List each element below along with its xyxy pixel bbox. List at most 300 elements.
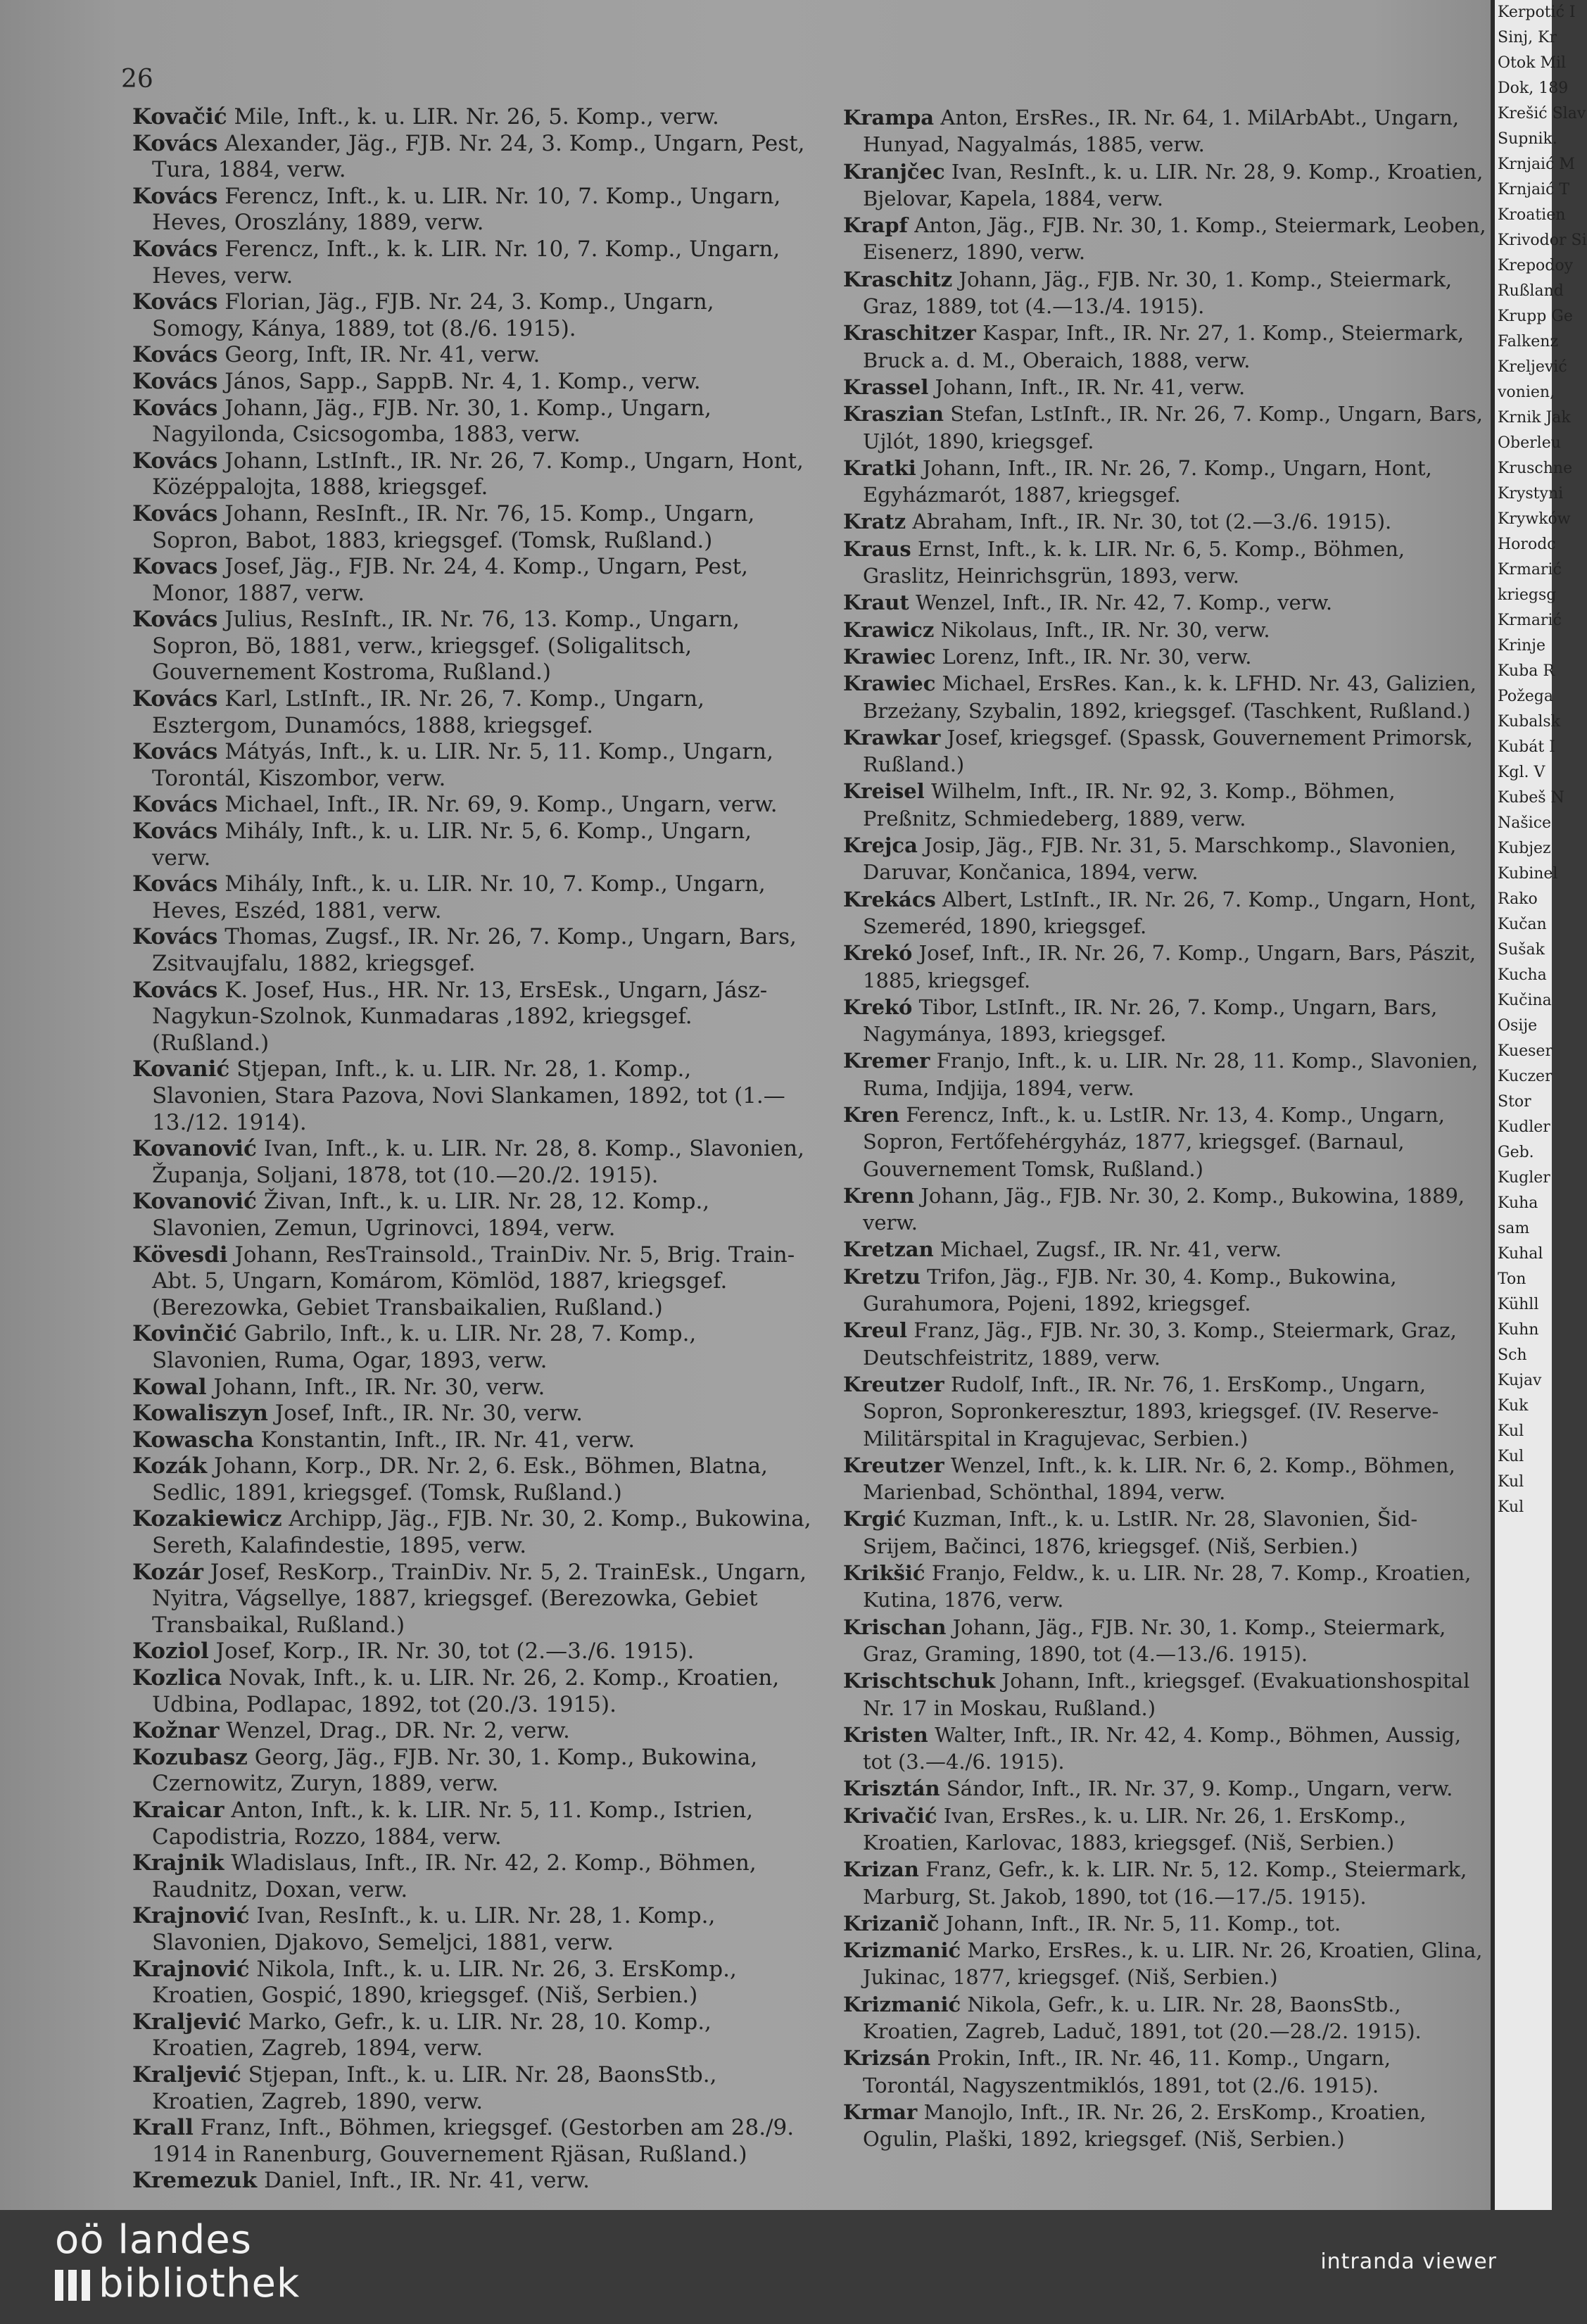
entry-details: Daniel, Inft., IR. Nr. 41, verw. bbox=[264, 2168, 590, 2194]
edge-text-fragment: Krywków bbox=[1498, 510, 1571, 528]
list-entry bbox=[132, 1745, 811, 1798]
entry-details: Marko, Gefr., k. u. LIR. Nr. 28, 10. Komp., Kroatien, Zagreb, 1894, verw. bbox=[152, 2009, 712, 2061]
entry-details: Franz, Jäg., FJB. Nr. 30, 3. Komp., Steiermark, Graz, Deutschfeistritz, 1889, verw. bbox=[863, 1318, 1457, 1370]
entry-surname: Krizmanić bbox=[843, 1938, 961, 1963]
entry-surname: Kovács bbox=[132, 686, 218, 712]
list-entry bbox=[132, 1560, 811, 1639]
entry-details: Thomas, Zugsf., IR. Nr. 26, 7. Komp., Ungarn, Bars, Zsitvaujfalu, 1882, kriegsgef. bbox=[152, 924, 797, 976]
entry-surname: Krivačić bbox=[843, 1803, 937, 1828]
edge-text-fragment: Kuczer bbox=[1498, 1068, 1553, 1085]
entry-surname: Krekó bbox=[843, 994, 913, 1019]
entry-surname: Kozák bbox=[132, 1453, 208, 1479]
entry-details: Johann, ResTrainsold., TrainDiv. Nr. 5, Brig. Train-Abt. 5, Ungarn, Komárom, Kömlöd, 1887, kriegsgef. (Berezowka, Gebiet Transbaikalien, Rußland.) bbox=[152, 1242, 795, 1320]
entry-surname: Kovács bbox=[132, 871, 218, 897]
entry-details: Kuzman, Inft., k. u. LstIR. Nr. 28, Slavonien, Šid-Srijem, Bačinci, 1876, kriegsgef. (Niš, Serbien.) bbox=[863, 1507, 1418, 1558]
entry-details: Franz, Gefr., k. k. LIR. Nr. 5, 12. Komp., Steiermark, Marburg, St. Jakob, 1890, tot (16.—17./5. 1915). bbox=[863, 1857, 1467, 1909]
entry-surname: Krajnović bbox=[132, 1903, 250, 1929]
list-entry bbox=[843, 1910, 1487, 1937]
list-entry bbox=[843, 994, 1487, 1048]
list-entry bbox=[132, 1453, 811, 1506]
edge-text-fragment: Kugler bbox=[1498, 1169, 1550, 1187]
entry-surname: Kratki bbox=[843, 455, 916, 480]
edge-text-fragment: Kul bbox=[1498, 1473, 1524, 1491]
edge-text-fragment: Kerpotić I bbox=[1498, 4, 1576, 21]
entry-surname: Kovács bbox=[132, 500, 218, 526]
list-entry bbox=[132, 1957, 811, 2009]
entry-surname: Kovács bbox=[132, 977, 218, 1003]
entry-surname: Kovanović bbox=[132, 1189, 257, 1215]
entry-surname: Kovinčić bbox=[132, 1321, 237, 1347]
entry-details: Tibor, LstInft., IR. Nr. 26, 7. Komp., Ungarn, Bars, Nagymánya, 1893, kriegsgef. bbox=[863, 994, 1438, 1047]
entry-surname: Kremer bbox=[843, 1049, 930, 1073]
edge-text-fragment: Stor bbox=[1498, 1093, 1531, 1111]
list-entry bbox=[843, 940, 1487, 994]
entry-details: Johann, Inft., IR. Nr. 26, 7. Komp., Ungarn, Hont, Egyházmarót, 1887, kriegsgef. bbox=[863, 455, 1432, 507]
logo-line-1: oö landes bbox=[55, 2217, 252, 2263]
viewer-label: intranda viewer bbox=[1320, 2249, 1497, 2274]
list-entry bbox=[132, 2168, 811, 2194]
edge-text-fragment: Kubát I bbox=[1498, 738, 1555, 756]
left-column bbox=[132, 104, 811, 2194]
entry-details: Georg, Jäg., FJB. Nr. 30, 1. Komp., Bukowina, Czernowitz, Zuryn, 1889, verw. bbox=[152, 1744, 758, 1797]
entry-details: Alexander, Jäg., FJB. Nr. 24, 3. Komp., Ungarn, Pest, Tura, 1884, verw. bbox=[152, 130, 805, 183]
entry-details: Anton, Jäg., FJB. Nr. 30, 1. Komp., Steiermark, Leoben, Eisenerz, 1890, verw. bbox=[863, 213, 1486, 265]
entry-details: Georg, Inft, IR. Nr. 41, verw. bbox=[225, 342, 540, 368]
entry-details: Johann, Jäg., FJB. Nr. 30, 1. Komp., Steiermark, Graz, 1889, tot (4.—13./4. 1915). bbox=[863, 267, 1453, 319]
list-entry bbox=[132, 369, 811, 396]
edge-text-fragment: Geb. bbox=[1498, 1144, 1534, 1161]
list-entry bbox=[843, 1856, 1487, 1910]
entry-surname: Kovács bbox=[132, 792, 218, 818]
edge-text-fragment: Kgl. V bbox=[1498, 764, 1545, 781]
edge-text-fragment: Kreljević bbox=[1498, 358, 1567, 376]
entry-details: Johann, Jäg., FJB. Nr. 30, 1. Komp., Ungarn, Nagyilonda, Csicsogomba, 1883, verw. bbox=[152, 395, 712, 448]
list-entry bbox=[843, 1263, 1487, 1318]
entry-surname: Kowal bbox=[132, 1374, 207, 1400]
entry-surname: Krassel bbox=[843, 374, 929, 399]
entry-details: Mátyás, Inft., k. u. LIR. Nr. 5, 11. Komp., Ungarn, Torontál, Kiszombor, verw. bbox=[152, 739, 773, 791]
edge-text-fragment: Krystyni bbox=[1498, 485, 1564, 503]
list-entry bbox=[843, 1991, 1487, 2045]
edge-text-fragment: Krupp Ge bbox=[1498, 308, 1573, 325]
entry-details: Michael, Zugsf., IR. Nr. 41, verw. bbox=[940, 1237, 1282, 1262]
edge-text-fragment: Kul bbox=[1498, 1448, 1524, 1465]
list-entry bbox=[132, 1401, 811, 1427]
list-entry bbox=[843, 1452, 1487, 1506]
edge-text-fragment: Kuhal bbox=[1498, 1245, 1543, 1263]
edge-text-fragment: Kučan bbox=[1498, 916, 1547, 933]
entry-surname: Krischtschuk bbox=[843, 1669, 996, 1693]
logo-line-2: bibliothek bbox=[99, 2261, 301, 2306]
entry-surname: Kraut bbox=[843, 591, 909, 615]
entry-details: Karl, LstInft., IR. Nr. 26, 7. Komp., Ungarn, Esztergom, Dunamócs, 1888, kriegsgef. bbox=[152, 686, 704, 738]
entry-surname: Kovačić bbox=[132, 104, 227, 130]
entry-details: Anton, ErsRes., IR. Nr. 64, 1. MilArbAbt., Ungarn, Hunyad, Nagyalmás, 1885, verw. bbox=[863, 106, 1460, 157]
edge-text-fragment: Horodc bbox=[1498, 536, 1556, 553]
list-entry bbox=[843, 1802, 1487, 1857]
entry-surname: Kövesdi bbox=[132, 1242, 228, 1268]
list-entry bbox=[843, 832, 1487, 886]
edge-text-fragment: kriegsg bbox=[1498, 586, 1557, 604]
list-entry bbox=[132, 819, 811, 871]
list-entry bbox=[843, 1722, 1487, 1776]
entry-surname: Krall bbox=[132, 2115, 194, 2141]
list-entry bbox=[132, 1375, 811, 1401]
entry-surname: Kovács bbox=[132, 236, 218, 262]
entry-details: Marko, ErsRes., k. u. LIR. Nr. 26, Kroatien, Glina, Jukinac, 1877, kriegsgef. (Niš, Serbien.) bbox=[863, 1938, 1483, 1990]
list-entry bbox=[843, 670, 1487, 724]
list-entry bbox=[843, 1182, 1487, 1237]
edge-text-fragment: Kuba R bbox=[1498, 662, 1555, 680]
edge-text-fragment: Sinj, Kr bbox=[1498, 29, 1557, 46]
edge-text-fragment: Kučina bbox=[1498, 992, 1552, 1009]
entry-details: Mihály, Inft., k. u. LIR. Nr. 10, 7. Komp., Ungarn, Heves, Eszéd, 1881, verw. bbox=[152, 871, 766, 923]
list-entry bbox=[843, 320, 1487, 374]
entry-details: Julius, ResInft., IR. Nr. 76, 13. Komp., Ungarn, Sopron, Bö, 1881, verw., kriegsgef. (Soligalitsch, Gouvernement Kostroma, Rußland.) bbox=[152, 607, 740, 686]
edge-text-fragment: Krinje bbox=[1498, 637, 1545, 655]
edge-text-fragment: Kul bbox=[1498, 1422, 1524, 1440]
entry-details: Michael, Inft., IR. Nr. 69, 9. Komp., Ungarn, verw. bbox=[225, 792, 778, 818]
entry-details: Josef, ResKorp., TrainDiv. Nr. 5, 2. TrainEsk., Ungarn, Nyitra, Vágsellye, 1887, kriegsgef. (Berezowka, Gebiet Transbaikal, Rußland.) bbox=[152, 1559, 807, 1638]
list-entry bbox=[843, 1614, 1487, 1668]
list-entry bbox=[843, 1775, 1487, 1802]
entry-surname: Kraschitzer bbox=[843, 321, 976, 346]
entry-surname: Kreisel bbox=[843, 779, 925, 804]
edge-text-fragment: Otok Mil bbox=[1498, 54, 1567, 72]
entry-details: Johann, Korp., DR. Nr. 2, 6. Esk., Böhmen, Blatna, Sedlic, 1891, kriegsgef. (Tomsk, Rußland.) bbox=[152, 1453, 769, 1505]
entry-details: Walter, Inft., IR. Nr. 42, 4. Komp., Böhmen, Aussig, tot (3.—4./6. 1915). bbox=[863, 1722, 1462, 1774]
list-entry bbox=[132, 131, 811, 184]
list-entry bbox=[843, 374, 1487, 400]
entry-surname: Kovács bbox=[132, 368, 218, 394]
edge-text-fragment: Kuha bbox=[1498, 1194, 1538, 1212]
list-entry bbox=[132, 2115, 811, 2168]
entry-surname: Krejca bbox=[843, 833, 918, 858]
entry-surname: Kretzu bbox=[843, 1264, 921, 1289]
entry-surname: Kowaliszyn bbox=[132, 1401, 268, 1427]
entry-surname: Krajnović bbox=[132, 1956, 250, 1982]
entry-surname: Krapf bbox=[843, 213, 909, 238]
entry-details: Kaspar, Inft., IR. Nr. 27, 1. Komp., Steiermark, Bruck a. d. M., Oberaich, 1888, verw. bbox=[863, 321, 1465, 372]
entry-surname: Kranjčec bbox=[843, 159, 945, 184]
list-entry bbox=[843, 2045, 1487, 2099]
entry-details: Josip, Jäg., FJB. Nr. 31, 5. Marschkomp., Slavonien, Daruvar, Končanica, 1894, verw. bbox=[863, 833, 1457, 885]
entry-details: Rudolf, Inft., IR. Nr. 76, 1. ErsKomp., Ungarn, Sopron, Sopronkeresztur, 1893, kriegsgef. (IV. Reserve-Militärspital in Kragujevac, Serbien.) bbox=[863, 1372, 1439, 1451]
edge-text-fragment: Kuk bbox=[1498, 1397, 1529, 1415]
entry-surname: Krekó bbox=[843, 941, 913, 966]
list-entry bbox=[843, 1236, 1487, 1263]
entry-surname: Krenn bbox=[843, 1183, 915, 1208]
entry-details: Nikolaus, Inft., IR. Nr. 30, verw. bbox=[940, 617, 1270, 642]
list-entry bbox=[132, 236, 811, 289]
edge-text-fragment: Krmarić bbox=[1498, 612, 1562, 629]
entry-surname: Krizmanić bbox=[843, 1992, 961, 2016]
entry-details: K. Josef, Hus., HR. Nr. 13, ErsEsk., Ungarn, Jász-Nagykun-Szolnok, Kunmadaras ,1892, kriegsgef. (Rußland.) bbox=[152, 977, 768, 1056]
edge-text-fragment: Krmarić bbox=[1498, 561, 1562, 579]
entry-details: Mile, Inft., k. u. LIR. Nr. 26, 5. Komp., verw. bbox=[234, 104, 719, 130]
entry-details: Stjepan, Inft., k. u. LIR. Nr. 28, BaonsStb., Kroatien, Zagreb, 1890, verw. bbox=[152, 2061, 717, 2114]
entry-surname: Kreul bbox=[843, 1318, 908, 1343]
entry-surname: Krizan bbox=[843, 1857, 919, 1882]
edge-text-fragment: Kujav bbox=[1498, 1372, 1542, 1389]
entry-details: Ernst, Inft., k. k. LIR. Nr. 6, 5. Komp., Böhmen, Graslitz, Heinrichsgrün, 1893, verw. bbox=[863, 536, 1405, 588]
list-entry bbox=[132, 978, 811, 1057]
list-entry bbox=[132, 1056, 811, 1136]
entry-details: Josef, Jäg., FJB. Nr. 24, 4. Komp., Ungarn, Pest, Monor, 1887, verw. bbox=[152, 554, 748, 606]
edge-text-fragment: Kudler bbox=[1498, 1118, 1550, 1136]
entry-surname: Kovács bbox=[132, 289, 218, 315]
entry-details: Archipp, Jäg., FJB. Nr. 30, 2. Komp., Bukowina, Sereth, Kalafindestie, 1895, verw. bbox=[152, 1506, 811, 1559]
list-entry bbox=[132, 1321, 811, 1374]
entry-surname: Kovács bbox=[132, 819, 218, 845]
entry-surname: Kozár bbox=[132, 1559, 203, 1585]
entry-surname: Krekács bbox=[843, 887, 936, 911]
list-entry bbox=[132, 1427, 811, 1454]
entry-details: Anton, Inft., k. k. LIR. Nr. 5, 11. Komp., Istrien, Capodistria, Rozzo, 1884, verw. bbox=[152, 1798, 754, 1850]
edge-text-fragment: Rußland bbox=[1498, 282, 1564, 300]
entry-surname: Kreutzer bbox=[843, 1453, 944, 1477]
entry-details: Prokin, Inft., IR. Nr. 46, 11. Komp., Ungarn, Torontál, Nagyszentmiklós, 1891, tot (2./6. 1915). bbox=[863, 2046, 1391, 2097]
entry-surname: Krgić bbox=[843, 1507, 906, 1532]
entry-surname: Kovacs bbox=[132, 554, 218, 580]
edge-text-fragment: Sušak bbox=[1498, 941, 1545, 959]
entry-surname: Kristen bbox=[843, 1722, 928, 1747]
edge-text-fragment: Dok, 189 bbox=[1498, 80, 1569, 97]
library-logo bbox=[55, 2218, 300, 2306]
entry-details: János, Sapp., SappB. Nr. 4, 1. Komp., verw. bbox=[225, 368, 701, 394]
entry-surname: Kozubasz bbox=[132, 1744, 248, 1770]
entry-details: Franjo, Inft., k. u. LIR. Nr. 28, 11. Komp., Slavonien, Ruma, Indjija, 1894, verw. bbox=[863, 1049, 1479, 1100]
entry-details: Josef, Inft., IR. Nr. 30, verw. bbox=[274, 1401, 583, 1427]
list-entry bbox=[132, 396, 811, 448]
entry-details: Johann, Inft., IR. Nr. 41, verw. bbox=[935, 374, 1246, 399]
entry-surname: Krikšić bbox=[843, 1561, 925, 1586]
list-entry bbox=[132, 1506, 811, 1559]
list-entry bbox=[843, 266, 1487, 320]
entry-surname: Kovács bbox=[132, 130, 218, 156]
entry-surname: Kožnar bbox=[132, 1718, 220, 1744]
entry-details: Josef, Korp., IR. Nr. 30, tot (2.—3./6. 1915). bbox=[215, 1638, 695, 1665]
entry-surname: Kren bbox=[843, 1102, 900, 1127]
entry-surname: Krizanič bbox=[843, 1911, 940, 1935]
list-entry bbox=[843, 104, 1487, 158]
entry-details: Michael, ErsRes. Kan., k. k. LFHD. Nr. 43, Galizien, Brzeżany, Szybalin, 1892, kriegsgef. (Taschkent, Rußland.) bbox=[863, 671, 1477, 723]
entry-details: Abraham, Inft., IR. Nr. 30, tot (2.—3./6. 1915). bbox=[912, 510, 1392, 534]
list-entry bbox=[132, 448, 811, 501]
list-entry bbox=[132, 1242, 811, 1322]
edge-text-fragment: Krešić Slav bbox=[1498, 105, 1586, 122]
list-entry bbox=[843, 212, 1487, 266]
entry-surname: Koziol bbox=[132, 1638, 209, 1665]
list-entry bbox=[132, 1850, 811, 1903]
edge-text-fragment: Ton bbox=[1498, 1270, 1526, 1288]
entry-details: Gabrilo, Inft., k. u. LIR. Nr. 28, 7. Komp., Slavonien, Ruma, Ogar, 1893, verw. bbox=[152, 1321, 697, 1373]
edge-text-fragment: Našice bbox=[1498, 814, 1552, 832]
edge-text-fragment: Kubeš N bbox=[1498, 789, 1564, 807]
list-entry bbox=[843, 1667, 1487, 1722]
list-entry bbox=[132, 554, 811, 607]
entry-details: Wenzel, Drag., DR. Nr. 2, verw. bbox=[226, 1718, 570, 1744]
list-entry bbox=[132, 1903, 811, 1956]
entry-details: Wilhelm, Inft., IR. Nr. 92, 3. Komp., Böhmen, Preßnitz, Schmiedeberg, 1889, verw. bbox=[863, 779, 1396, 831]
entry-surname: Kraszian bbox=[843, 402, 944, 427]
list-entry bbox=[843, 1371, 1487, 1452]
list-entry bbox=[843, 508, 1487, 535]
edge-text-fragment: Falkenz bbox=[1498, 333, 1559, 351]
entry-details: Johann, Jäg., FJB. Nr. 30, 2. Komp., Bukowina, 1889, verw. bbox=[863, 1183, 1465, 1235]
entry-details: Johann, ResInft., IR. Nr. 76, 15. Komp., Ungarn, Sopron, Babot, 1883, kriegsgef. (Tomsk, Rußland.) bbox=[152, 500, 755, 553]
list-entry bbox=[132, 1189, 811, 1242]
edge-text-fragment: Krnjaić T bbox=[1498, 181, 1570, 198]
entry-details: Johann, Inft., IR. Nr. 30, verw. bbox=[213, 1374, 545, 1400]
list-entry bbox=[132, 1638, 811, 1665]
entry-surname: Krisztán bbox=[843, 1776, 940, 1801]
edge-text-fragment: Oberleu bbox=[1498, 434, 1561, 452]
list-entry bbox=[132, 342, 811, 369]
entry-surname: Kovács bbox=[132, 607, 218, 633]
list-entry bbox=[843, 1317, 1487, 1371]
list-entry bbox=[843, 617, 1487, 643]
edge-text-fragment: Krepodoy bbox=[1498, 257, 1574, 274]
entry-surname: Kraljević bbox=[132, 2009, 241, 2035]
edge-text-fragment: Kubjez bbox=[1498, 840, 1551, 857]
entry-surname: Krmar bbox=[843, 2099, 918, 2124]
list-entry bbox=[132, 1798, 811, 1850]
entry-surname: Kraicar bbox=[132, 1798, 225, 1823]
entry-details: Stefan, LstInft., IR. Nr. 26, 7. Komp., Ungarn, Bars, Ujlót, 1890, kriegsgef. bbox=[863, 402, 1483, 453]
entry-details: Ivan, ResInft., k. u. LIR. Nr. 28, 9. Komp., Kroatien, Bjelovar, Kapela, 1884, verw. bbox=[863, 159, 1484, 210]
list-entry bbox=[843, 1505, 1487, 1560]
entry-surname: Kovács bbox=[132, 342, 218, 368]
list-entry bbox=[132, 501, 811, 554]
entry-details: Ferencz, Inft., k. u. LstIR. Nr. 13, 4. Komp., Ungarn, Sopron, Fertőfehérgyház, 1877, kriegsgef. (Barnaul, Gouvernement Tomsk, Rußland.) bbox=[863, 1102, 1445, 1181]
list-entry bbox=[132, 104, 811, 131]
entry-surname: Krawiec bbox=[843, 644, 936, 669]
edge-text-fragment: Krnik Jak bbox=[1498, 409, 1571, 427]
edge-text-fragment: Kul bbox=[1498, 1498, 1524, 1516]
adjacent-page-edge bbox=[1491, 0, 1587, 2210]
entry-details: Josef, Inft., IR. Nr. 26, 7. Komp., Ungarn, Bars, Pászit, 1885, kriegsgef. bbox=[863, 941, 1477, 992]
entry-details: Johann, Inft., IR. Nr. 5, 11. Komp., tot. bbox=[945, 1911, 1341, 1935]
list-entry bbox=[843, 1047, 1487, 1101]
entry-surname: Krampa bbox=[843, 106, 935, 130]
entry-details: Johann, Inft., kriegsgef. (Evakuationshospital Nr. 17 in Moskau, Rußland.) bbox=[863, 1669, 1470, 1720]
entry-details: Sándor, Inft., IR. Nr. 37, 9. Komp., Ungarn, verw. bbox=[946, 1776, 1453, 1801]
entry-details: Nikola, Gefr., k. u. LIR. Nr. 28, BaonsStb., Kroatien, Zagreb, Laduč, 1891, tot (20.—28./2. 1915). bbox=[863, 1992, 1422, 2044]
list-entry bbox=[132, 1718, 811, 1745]
entry-details: Josef, kriegsgef. (Spassk, Gouvernement Primorsk, Rußland.) bbox=[863, 725, 1473, 777]
edge-text-fragment: sam bbox=[1498, 1220, 1530, 1237]
edge-text-fragment: Kubinel bbox=[1498, 865, 1558, 883]
list-entry bbox=[132, 2062, 811, 2115]
entry-surname: Kremezuk bbox=[132, 2168, 258, 2194]
edge-text-fragment: Kroatien bbox=[1498, 206, 1566, 224]
entry-surname: Krajnik bbox=[132, 1850, 225, 1876]
entry-details: Ferencz, Inft., k. u. LIR. Nr. 10, 7. Komp., Ungarn, Heves, Oroszlány, 1889, verw. bbox=[152, 183, 781, 236]
entry-surname: Krawkar bbox=[843, 725, 941, 750]
list-entry bbox=[843, 536, 1487, 590]
entry-details: Novak, Inft., k. u. LIR. Nr. 26, 2. Komp., Kroatien, Udbina, Podlapac, 1892, tot (20./3. 1915). bbox=[152, 1665, 780, 1717]
viewer-footer bbox=[0, 2210, 1552, 2324]
entry-surname: Krawiec bbox=[843, 671, 936, 696]
entry-surname: Kowascha bbox=[132, 1427, 254, 1453]
entry-details: Wenzel, Inft., k. k. LIR. Nr. 6, 2. Komp., Böhmen, Marienbad, Schönthal, 1894, verw. bbox=[863, 1453, 1455, 1505]
list-entry bbox=[132, 792, 811, 819]
entry-surname: Kovács bbox=[132, 739, 218, 765]
entry-details: Albert, LstInft., IR. Nr. 26, 7. Komp., Ungarn, Hont, Szemeréd, 1890, kriegsgef. bbox=[863, 887, 1477, 938]
entry-surname: Kovács bbox=[132, 183, 218, 209]
edge-text-fragment: Kubalsk bbox=[1498, 713, 1560, 731]
logo-bars-icon bbox=[55, 2262, 99, 2306]
edge-text-fragment: Supnik. bbox=[1498, 130, 1557, 148]
entry-surname: Kreutzer bbox=[843, 1372, 944, 1396]
list-entry bbox=[843, 1937, 1487, 1991]
list-entry bbox=[132, 289, 811, 342]
edge-text-fragment: Sch bbox=[1498, 1346, 1527, 1364]
edge-text-fragment: Kruschne bbox=[1498, 460, 1573, 477]
entry-details: Johann, Jäg., FJB. Nr. 30, 1. Komp., Steiermark, Graz, Graming, 1890, tot (4.—13./6. 1915). bbox=[863, 1615, 1446, 1666]
entry-details: Franjo, Feldw., k. u. LIR. Nr. 28, 7. Komp., Kroatien, Kutina, 1876, verw. bbox=[863, 1561, 1472, 1612]
entry-surname: Krizsán bbox=[843, 2046, 931, 2071]
entry-details: Nikola, Inft., k. u. LIR. Nr. 26, 3. ErsKomp., Kroatien, Gospić, 1890, kriegsgef. (Niš, Serbien.) bbox=[152, 1956, 737, 2009]
entry-surname: Kraljević bbox=[132, 2061, 241, 2088]
edge-text-fragment: Osije bbox=[1498, 1017, 1538, 1035]
entry-details: Wenzel, Inft., IR. Nr. 42, 7. Komp., verw. bbox=[915, 591, 1333, 615]
edge-text-fragment: Kuhn bbox=[1498, 1321, 1539, 1339]
entry-details: Manojlo, Inft., IR. Nr. 26, 2. ErsKomp., Kroatien, Ogulin, Plaški, 1892, kriegsgef. (Niš, Serbien.) bbox=[863, 2099, 1427, 2152]
entry-surname: Kozakiewicz bbox=[132, 1506, 282, 1532]
edge-text-fragment: Požega bbox=[1498, 688, 1553, 705]
entry-surname: Kratz bbox=[843, 510, 906, 534]
entry-surname: Krawicz bbox=[843, 617, 935, 642]
entry-surname: Kovanović bbox=[132, 1136, 257, 1162]
list-entry bbox=[843, 1101, 1487, 1182]
edge-text-fragment: Rako bbox=[1498, 890, 1538, 908]
list-entry bbox=[132, 686, 811, 739]
list-entry bbox=[843, 455, 1487, 509]
list-entry bbox=[843, 778, 1487, 832]
edge-text-fragment: Krnjaić M bbox=[1498, 156, 1575, 173]
entry-details: Wladislaus, Inft., IR. Nr. 42, 2. Komp., Böhmen, Raudnitz, Doxan, verw. bbox=[152, 1850, 757, 1902]
entry-details: Franz, Inft., Böhmen, kriegsgef. (Gestorben am 28./9. 1914 in Ranenburg, Gouvernement Rjäsan, Rußland.) bbox=[152, 2115, 795, 2167]
entry-surname: Kraschitz bbox=[843, 267, 953, 291]
list-entry bbox=[843, 158, 1487, 213]
edge-text-fragment: vonien, bbox=[1498, 384, 1555, 401]
list-entry bbox=[843, 724, 1487, 778]
entry-details: Ferencz, Inft., k. k. LIR. Nr. 10, 7. Komp., Ungarn, Heves, verw. bbox=[152, 236, 780, 289]
entry-details: Stjepan, Inft., k. u. LIR. Nr. 28, 1. Komp., Slavonien, Stara Pazova, Novi Slankamen, 1892, tot (1.—13./12. 1914). bbox=[152, 1056, 785, 1135]
edge-text-fragment: Kühll bbox=[1498, 1296, 1539, 1313]
list-entry bbox=[843, 589, 1487, 616]
entry-details: Ivan, ResInft., k. u. LIR. Nr. 28, 1. Komp., Slavonien, Djakovo, Semeljci, 1881, verw. bbox=[152, 1903, 716, 1955]
list-entry bbox=[843, 400, 1487, 455]
list-entry bbox=[843, 886, 1487, 940]
list-entry bbox=[132, 1136, 811, 1189]
entry-surname: Kovács bbox=[132, 395, 218, 421]
entry-details: Florian, Jäg., FJB. Nr. 24, 3. Komp., Ungarn, Somogy, Kánya, 1889, tot (8./6. 1915). bbox=[152, 289, 714, 341]
entry-details: Mihály, Inft., k. u. LIR. Nr. 5, 6. Komp., Ungarn, verw. bbox=[152, 819, 752, 871]
list-entry bbox=[132, 739, 811, 792]
list-entry bbox=[843, 643, 1487, 670]
entry-surname: Kovács bbox=[132, 448, 218, 474]
list-entry bbox=[132, 2009, 811, 2062]
entry-details: Konstantin, Inft., IR. Nr. 41, verw. bbox=[260, 1427, 636, 1453]
entry-details: Ivan, ErsRes., k. u. LIR. Nr. 26, 1. ErsKomp., Kroatien, Karlovac, 1883, kriegsgef. (Niš, Serbien.) bbox=[863, 1803, 1406, 1855]
list-entry bbox=[132, 871, 811, 924]
entry-surname: Kovanić bbox=[132, 1056, 230, 1082]
entry-surname: Kretzan bbox=[843, 1237, 934, 1262]
list-entry bbox=[132, 1665, 811, 1718]
